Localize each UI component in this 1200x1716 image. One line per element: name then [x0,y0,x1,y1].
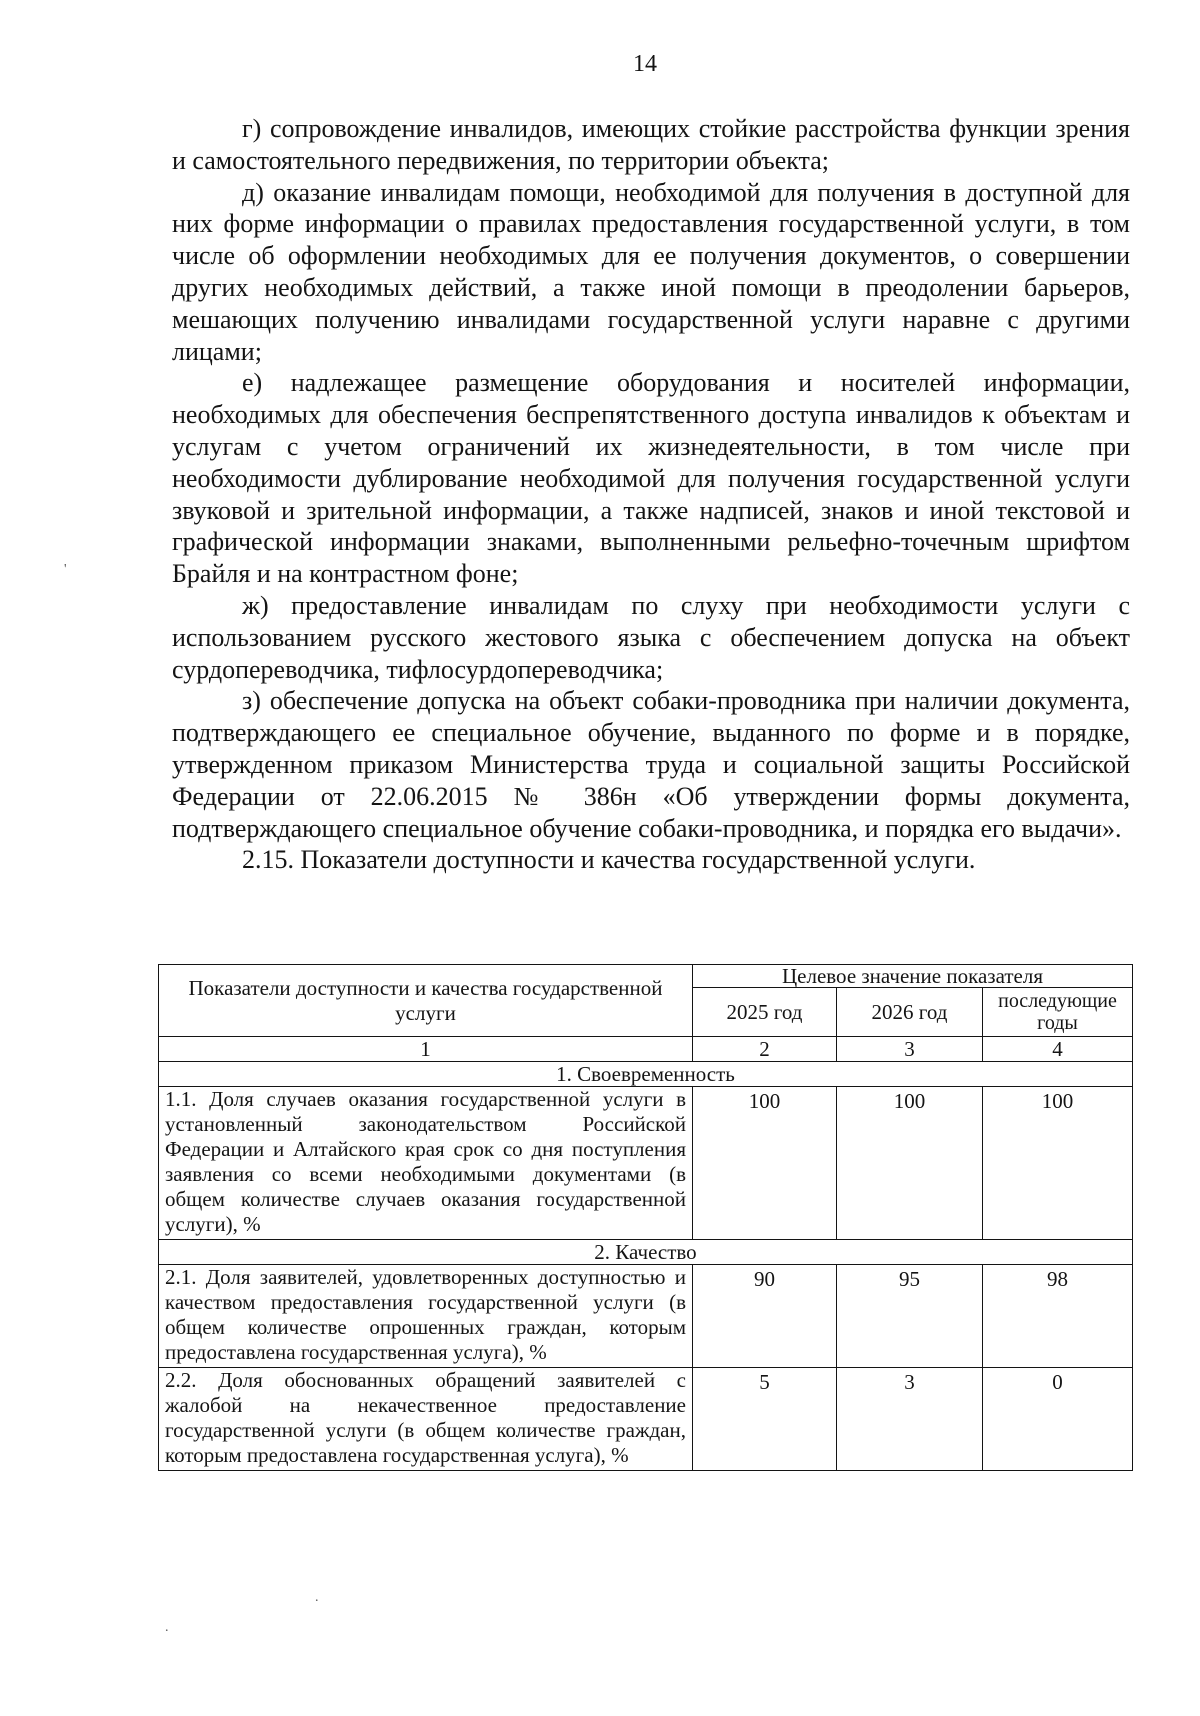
table-row [159,1368,1133,1471]
column-numbers-row [159,1037,1133,1062]
indicator-value-2025: 90 [693,1265,837,1368]
column-number: 2 [693,1037,837,1062]
group-title: 2. Качество [159,1240,1133,1265]
header-year-2026: 2026 год [837,988,983,1037]
scan-speck: . [315,1590,319,1605]
indicator-value-following: 0 [983,1368,1133,1471]
scan-speck: ' [64,562,67,577]
paragraph-z: з) обеспечение допуска на объект собаки-проводника при наличии документа, подтверждающего ее специальное обучение, выданного по форме и в порядке, утвержденном приказом Министерства труда и социальной защиты Российской Федерации от 22.06.2015 № 386н «Об утверждении формы документа, подтверждающего специальное обучение собаки-проводника, и порядка его выдачи». [172,686,1130,843]
header-target-value: Целевое значение показателя [693,965,1133,988]
indicator-value-following: 98 [983,1265,1133,1368]
table-row [159,1265,1133,1368]
column-number: 4 [983,1037,1133,1062]
section-heading: 2.15. Показатели доступности и качества государственной услуги. [242,845,976,875]
table-row [159,1087,1133,1240]
group-row-quality [159,1240,1133,1265]
paragraph-zh: ж) предоставление инвалидам по слуху при необходимости услуги с использованием русского жестового языка с обеспечением допуска на объект сурдопереводчика, тифлосурдопереводчика; [172,590,1130,684]
indicator-value-2026: 100 [837,1087,983,1240]
indicator-name: 2.1. Доля заявителей, удовлетворенных доступностью и качеством предоставления государственной услуги (в общем количестве опрошенных граждан, которым предоставлена государственная услуга), % [159,1265,693,1368]
column-number: 3 [837,1037,983,1062]
indicator-name: 2.2. Доля обоснованных обращений заявителей с жалобой на некачественное предоставление государственной услуги (в общем количестве граждан, которым предоставлена государственная услуга), % [159,1368,693,1471]
header-year-following: последующие годы [983,988,1133,1037]
paragraph-d: д) оказание инвалидам помощи, необходимой для получения в доступной для них форме информации о правилах предоставления государственной услуги, в том числе об оформлении необходимых для ее получения документов, о совершении других необходимых действий, а также иной помощи в преодолении барьеров, мешающих получению инвалидами государственной услуги наравне с другими лицами; [172,177,1130,366]
indicator-value-2026: 95 [837,1265,983,1368]
group-row-timeliness [159,1062,1133,1087]
indicators-table [158,964,1133,1471]
header-indicator: Показатели доступности и качества государственной услуги [159,965,693,1037]
group-title: 1. Своевременность [159,1062,1133,1087]
indicator-value-2026: 3 [837,1368,983,1471]
scan-speck: . [165,1620,169,1635]
indicator-value-following: 100 [983,1087,1133,1240]
indicator-value-2025: 5 [693,1368,837,1471]
paragraph-g: г) сопровождение инвалидов, имеющих стойкие расстройства функции зрения и самостоятельного передвижения, по территории объекта; [172,114,1130,175]
paragraph-e: е) надлежащее размещение оборудования и носителей информации, необходимых для обеспечения беспрепятственного доступа инвалидов к объектам и услугам с учетом ограничений их жизнедеятельности, в том числе при необходимости дублирование необходимой для получения государственной услуги звуковой и зрительной информации, а также надписей, знаков и иной текстовой и графической информации знаками, выполненными рельефно-точечным шрифтом Брайля и на контрастном фоне; [172,368,1130,589]
indicator-value-2025: 100 [693,1087,837,1240]
column-number: 1 [159,1037,693,1062]
indicator-name: 1.1. Доля случаев оказания государственной услуги в установленный законодательством Российской Федерации и Алтайского края срок со дня поступления заявления со всеми необходимыми документами (в общем количестве случаев оказания государственной услуги), % [159,1087,693,1240]
table-header-row [159,965,1133,988]
page-number: 14 [633,51,657,77]
body-text [172,113,1130,876]
header-year-2025: 2025 год [693,988,837,1037]
